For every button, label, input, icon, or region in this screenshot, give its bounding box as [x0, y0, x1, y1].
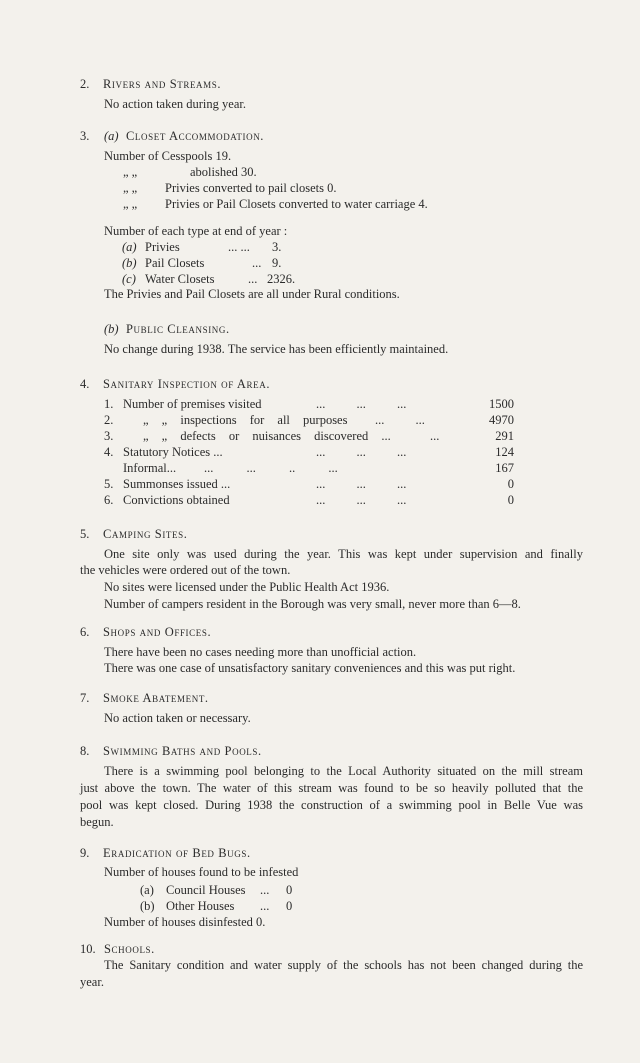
row-number: 2.: [104, 413, 114, 427]
row-number: 5.: [104, 477, 114, 491]
each-type-heading: Number of each type at end of year :: [104, 224, 288, 238]
cesspools-count: Number of Cesspools 19.: [104, 149, 232, 163]
privies-converted: Privies converted to pail closets 0.: [165, 181, 337, 195]
section-10-heading: Schools.: [104, 942, 155, 956]
leader-dots: ...: [252, 256, 262, 270]
row-value: 0: [507, 477, 514, 491]
row-label: Statutory Notices ...: [123, 445, 223, 459]
leader-dots: ...: [260, 899, 270, 913]
bugs-row-value: 0: [286, 883, 293, 897]
row-value: 4970: [489, 413, 514, 427]
section-9-heading: Eradication of Bed Bugs.: [103, 846, 251, 860]
section-2-heading: Rivers and Streams.: [103, 77, 222, 91]
swimming-paragraph-line: pool was kept closed. During 1938 the construction of a swimming pool in Belle Vue was: [80, 798, 583, 812]
row-value: 167: [495, 461, 514, 475]
schools-paragraph-line: The Sanitary condition and water supply of the schools has not been changed during the: [104, 958, 583, 972]
section-3b-label: (b): [104, 322, 119, 336]
bugs-row-value: 0: [286, 899, 293, 913]
row-label: Informal...: [123, 461, 177, 475]
row-label: „ „ defects or nuisances discovered ...: [143, 429, 391, 443]
bugs-row-name: Council Houses: [166, 883, 246, 897]
swimming-paragraph-line: There is a swimming pool belonging to the Local Authority situated on the mill stream: [104, 764, 583, 778]
row-label: Number of premises visited: [123, 397, 262, 411]
section-3-number: 3.: [80, 129, 90, 143]
section-4-heading: Sanitary Inspection of Area.: [103, 377, 271, 391]
leader-dots: ... ...: [228, 240, 250, 254]
type-label: (b): [122, 256, 137, 270]
leader-dots: ...: [248, 272, 258, 286]
cesspools-abolished: abolished 30.: [190, 165, 257, 179]
swimming-paragraph-line: begun.: [80, 815, 114, 829]
row-number: 1.: [104, 397, 114, 411]
disinfested-houses-text: Number of houses disinfested 0.: [104, 915, 266, 929]
leader-dots: ... ... ...: [316, 477, 407, 491]
type-value: 3.: [272, 240, 282, 254]
swimming-paragraph-line: just above the town. The water of this stream was found to be so heavily polluted that the: [80, 781, 583, 795]
row-number: 3.: [104, 429, 114, 443]
leader-dots: ... ... .. ...: [204, 461, 338, 475]
row-label: „ „ inspections for all purposes: [143, 413, 348, 427]
row-value: 1500: [489, 397, 514, 411]
bugs-row-name: Other Houses: [166, 899, 235, 913]
type-value: 2326.: [267, 272, 296, 286]
bugs-row-label: (a): [140, 883, 154, 897]
leader-dots: ... ... ...: [316, 445, 407, 459]
infested-houses-heading: Number of houses found to be infested: [104, 865, 299, 879]
leader-dots: ... ... ...: [316, 493, 407, 507]
leader-dots: ...: [430, 429, 440, 443]
type-label: (c): [122, 272, 136, 286]
camping-paragraph-line: One site only was used during the year. This was kept under supervision and finally: [104, 547, 583, 561]
section-6-number: 6.: [80, 625, 90, 639]
camping-paragraph-line: the vehicles were ordered out of the town.: [80, 563, 291, 577]
section-5-heading: Camping Sites.: [103, 527, 188, 541]
section-6-heading: Shops and Offices.: [103, 625, 212, 639]
camping-licences-text: No sites were licensed under the Public Health Act 1936.: [104, 580, 390, 594]
section-7-heading: Smoke Abatement.: [103, 691, 209, 705]
row-number: 4.: [104, 445, 114, 459]
section-4-number: 4.: [80, 377, 90, 391]
ditto-mark: „ „: [123, 181, 138, 195]
type-name: Water Closets: [145, 272, 215, 286]
shops-text: There was one case of unsatisfactory sanitary conveniences and this was put right.: [104, 661, 516, 675]
schools-paragraph-line: year.: [80, 975, 104, 989]
section-8-number: 8.: [80, 744, 90, 758]
ditto-mark: „ „: [123, 165, 138, 179]
row-label: Summonses issued ...: [123, 477, 231, 491]
section-5-number: 5.: [80, 527, 90, 541]
smoke-abatement-text: No action taken or necessary.: [104, 711, 251, 725]
ditto-mark: „ „: [123, 197, 138, 211]
section-8-heading: Swimming Baths and Pools.: [103, 744, 262, 758]
type-value: 9.: [272, 256, 282, 270]
campers-resident-text: Number of campers resident in the Borough was very small, never more than 6—8.: [104, 597, 521, 611]
section-3a-label: (a): [104, 129, 119, 143]
rural-conditions-note: The Privies and Pail Closets are all under Rural conditions.: [104, 287, 400, 301]
public-cleansing-text: No change during 1938. The service has been efficiently maintained.: [104, 342, 449, 356]
type-name: Privies: [145, 240, 180, 254]
bugs-row-label: (b): [140, 899, 155, 913]
section-10-number: 10.: [80, 942, 96, 956]
section-3a-heading: Closet Accommodation.: [126, 129, 265, 143]
section-3b-heading: Public Cleansing.: [126, 322, 230, 336]
section-2-text: No action taken during year.: [104, 97, 246, 111]
section-2-number: 2.: [80, 77, 90, 91]
section-9-number: 9.: [80, 846, 90, 860]
row-value: 0: [507, 493, 514, 507]
row-number: 6.: [104, 493, 114, 507]
row-label: Convictions obtained: [123, 493, 230, 507]
type-name: Pail Closets: [145, 256, 205, 270]
row-value: 291: [495, 429, 514, 443]
leader-dots: ... ... ...: [316, 397, 407, 411]
row-value: 124: [495, 445, 514, 459]
shops-text: There have been no cases needing more than unofficial action.: [104, 645, 417, 659]
section-7-number: 7.: [80, 691, 90, 705]
leader-dots: ...: [260, 883, 270, 897]
type-label: (a): [122, 240, 137, 254]
leader-dots: ... ...: [375, 413, 425, 427]
pail-closets-converted: Privies or Pail Closets converted to water carriage 4.: [165, 197, 428, 211]
